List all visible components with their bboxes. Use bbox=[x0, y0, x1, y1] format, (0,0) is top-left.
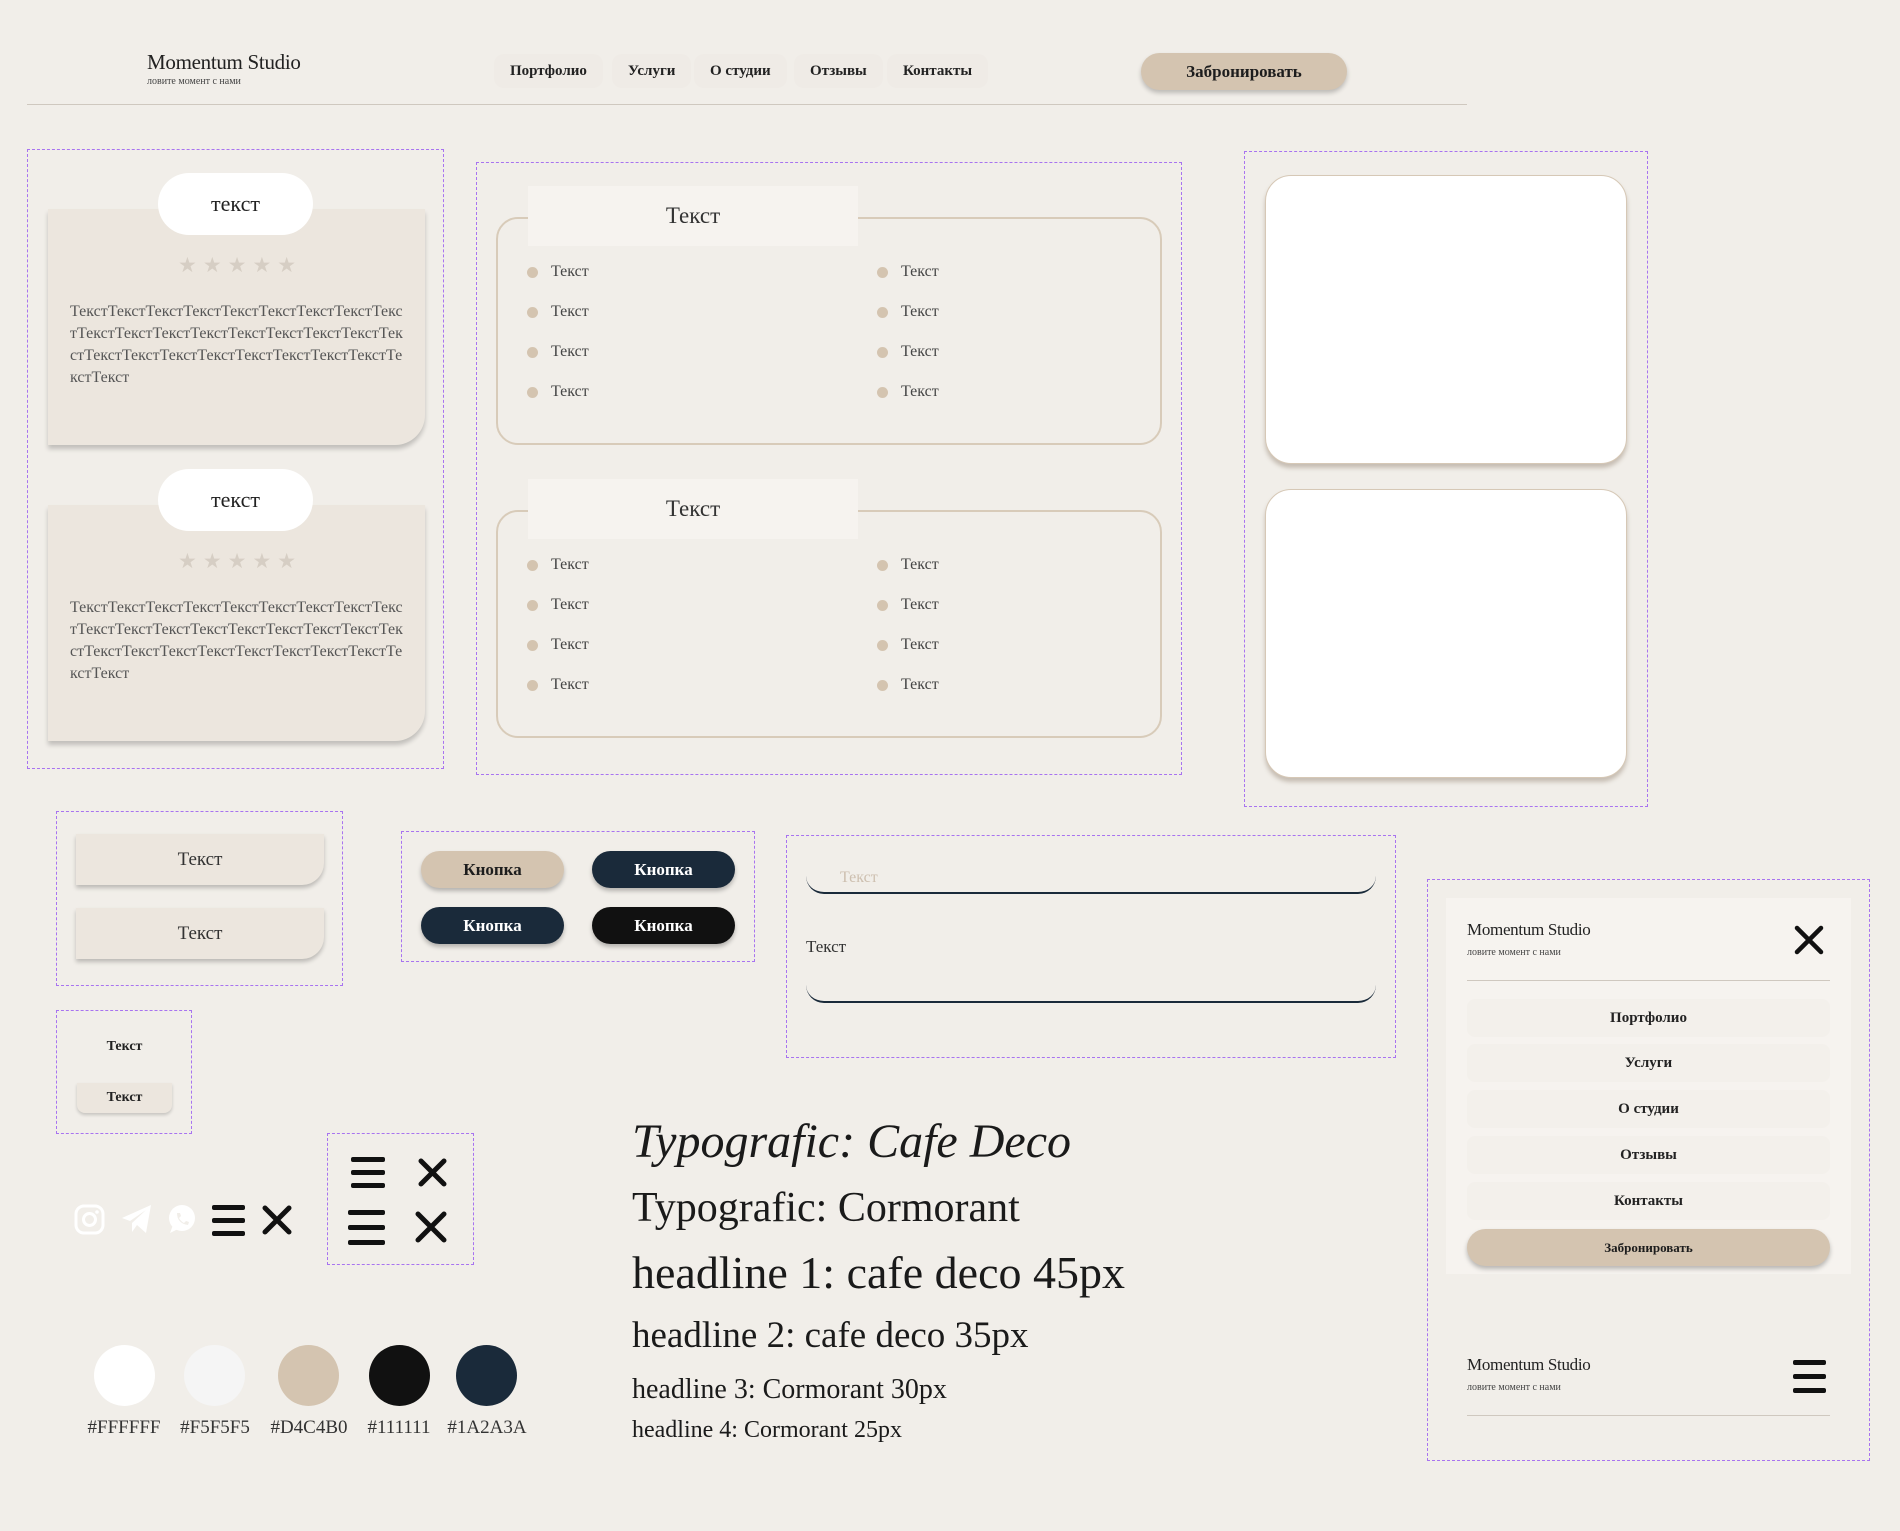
burger-menu-icon[interactable] bbox=[212, 1204, 245, 1236]
small-nav-item[interactable]: Текст bbox=[106, 1039, 143, 1054]
mobile-header-collapsed bbox=[1446, 1334, 1851, 1418]
whatsapp-icon[interactable] bbox=[166, 1203, 198, 1235]
swatch-label: #111111 bbox=[367, 1417, 431, 1438]
swatch-label: #FFFFFF bbox=[87, 1417, 161, 1438]
list-item: Текст bbox=[901, 342, 939, 362]
close-icon[interactable] bbox=[416, 1156, 449, 1189]
mobile-menu-contacts[interactable]: Контакты bbox=[1467, 1182, 1830, 1220]
mobile-divider bbox=[1467, 1415, 1830, 1416]
tab-button[interactable]: Текст bbox=[76, 834, 324, 885]
list-card bbox=[496, 217, 1162, 445]
list-item: Текст bbox=[551, 302, 589, 322]
swatch-label: #D4C4B0 bbox=[270, 1417, 348, 1438]
logo-title[interactable]: Momentum Studio bbox=[147, 50, 301, 74]
telegram-icon[interactable] bbox=[120, 1203, 153, 1235]
close-icon[interactable] bbox=[261, 1204, 293, 1236]
mobile-menu-reviews[interactable]: Отзывы bbox=[1467, 1136, 1830, 1174]
list-item: Текст bbox=[551, 675, 589, 695]
burger-menu-icon[interactable] bbox=[351, 1156, 385, 1188]
rating-stars: ★★★★★ bbox=[178, 253, 303, 277]
image-card[interactable] bbox=[1265, 489, 1627, 778]
mobile-menu-services[interactable]: Услуги bbox=[1467, 1044, 1830, 1082]
list-item: Текст bbox=[551, 635, 589, 655]
list-item: Текст bbox=[551, 262, 589, 282]
image-card[interactable] bbox=[1265, 175, 1627, 464]
swatch-label: #1A2A3A bbox=[447, 1417, 527, 1438]
list-item: Текст bbox=[901, 262, 939, 282]
nav-services[interactable]: Услуги bbox=[612, 54, 691, 88]
swatch-label: #F5F5F5 bbox=[180, 1417, 250, 1438]
rating-stars: ★★★★★ bbox=[178, 549, 303, 573]
list-card-title: Текст bbox=[528, 186, 858, 246]
list-card bbox=[496, 510, 1162, 738]
list-item: Текст bbox=[901, 555, 939, 575]
mobile-logo-title[interactable]: Momentum Studio bbox=[1467, 920, 1591, 939]
text-input-2[interactable] bbox=[806, 973, 1376, 1003]
small-nav-frame bbox=[56, 1010, 192, 1134]
burger-menu-icon[interactable] bbox=[348, 1209, 385, 1245]
typography-sample-cormorant: Typografic: Cormorant bbox=[632, 1185, 1020, 1231]
mobile-menu-portfolio[interactable]: Портфолио bbox=[1467, 999, 1830, 1037]
review-tab[interactable]: текст bbox=[158, 469, 313, 531]
swatch-navy bbox=[456, 1345, 517, 1406]
close-icon[interactable] bbox=[413, 1209, 449, 1245]
nav-portfolio[interactable]: Портфолио bbox=[494, 54, 603, 88]
button-navy-alt[interactable]: Кнопка bbox=[421, 907, 564, 944]
list-card-title: Текст bbox=[528, 479, 858, 539]
list-item: Текст bbox=[551, 382, 589, 402]
swatch-white bbox=[94, 1345, 155, 1406]
icons-frame bbox=[327, 1133, 474, 1265]
nav-contacts[interactable]: Контакты bbox=[887, 54, 988, 88]
button-beige[interactable]: Кнопка bbox=[421, 851, 564, 888]
nav-about[interactable]: О студии bbox=[694, 54, 787, 88]
typography-sample-cafe-deco: Typografic: Cafe Deco bbox=[632, 1115, 1072, 1168]
list-item: Текст bbox=[901, 675, 939, 695]
button-navy[interactable]: Кнопка bbox=[592, 851, 735, 888]
button-black[interactable]: Кнопка bbox=[592, 907, 735, 944]
book-button[interactable]: Забронировать bbox=[1141, 53, 1347, 90]
mobile-menu-about[interactable]: О студии bbox=[1467, 1090, 1830, 1128]
small-nav-item-active[interactable]: Текст bbox=[77, 1083, 172, 1113]
list-item: Текст bbox=[901, 635, 939, 655]
mobile-logo-subtitle: ловите момент с нами bbox=[1467, 947, 1561, 958]
list-item: Текст bbox=[551, 595, 589, 615]
instagram-icon[interactable] bbox=[74, 1204, 105, 1235]
mobile-logo-subtitle-2: ловите момент с нами bbox=[1467, 1382, 1561, 1393]
headline-4-sample: headline 4: Cormorant 25px bbox=[632, 1417, 902, 1443]
headline-2-sample: headline 2: cafe deco 35px bbox=[632, 1315, 1029, 1356]
text-input-2-field[interactable] bbox=[840, 973, 1340, 1001]
review-tab[interactable]: текст bbox=[158, 173, 313, 235]
mobile-book-button[interactable]: Забронировать bbox=[1467, 1229, 1830, 1266]
review-text: ТекстТекстТекстТекстТекстТекстТекстТекстТекстТекстТекстТекстТекстТекстТекстТекстТекстТекстТекстТекстТекстТекстТекстТекстТекстТекстТекстТекст bbox=[70, 303, 403, 386]
list-item: Текст bbox=[901, 382, 939, 402]
list-item: Текст bbox=[551, 555, 589, 575]
logo-subtitle: ловите момент с нами bbox=[147, 76, 241, 87]
header-divider bbox=[27, 104, 1467, 105]
burger-menu-icon[interactable] bbox=[1793, 1359, 1826, 1393]
mobile-divider bbox=[1467, 980, 1830, 981]
mobile-logo-title-2[interactable]: Momentum Studio bbox=[1467, 1355, 1591, 1374]
headline-3-sample: headline 3: Cormorant 30px bbox=[632, 1374, 947, 1405]
nav-reviews[interactable]: Отзывы bbox=[794, 54, 883, 88]
list-item: Текст bbox=[901, 595, 939, 615]
close-icon[interactable] bbox=[1793, 924, 1825, 956]
text-input-field[interactable] bbox=[840, 864, 1340, 892]
swatch-light-gray bbox=[184, 1345, 245, 1406]
list-item: Текст bbox=[551, 342, 589, 362]
input-label: Текст bbox=[806, 937, 847, 956]
swatch-beige bbox=[278, 1345, 339, 1406]
tab-button[interactable]: Текст bbox=[76, 908, 324, 959]
swatch-black bbox=[369, 1345, 430, 1406]
review-text: ТекстТекстТекстТекстТекстТекстТекстТекстТекстТекстТекстТекстТекстТекстТекстТекстТекстТекстТекстТекстТекстТекстТекстТекстТекстТекстТекстТекст bbox=[70, 599, 403, 682]
headline-1-sample: headline 1: cafe deco 45px bbox=[632, 1247, 1125, 1298]
text-input[interactable] bbox=[806, 864, 1376, 894]
list-item: Текст bbox=[901, 302, 939, 322]
